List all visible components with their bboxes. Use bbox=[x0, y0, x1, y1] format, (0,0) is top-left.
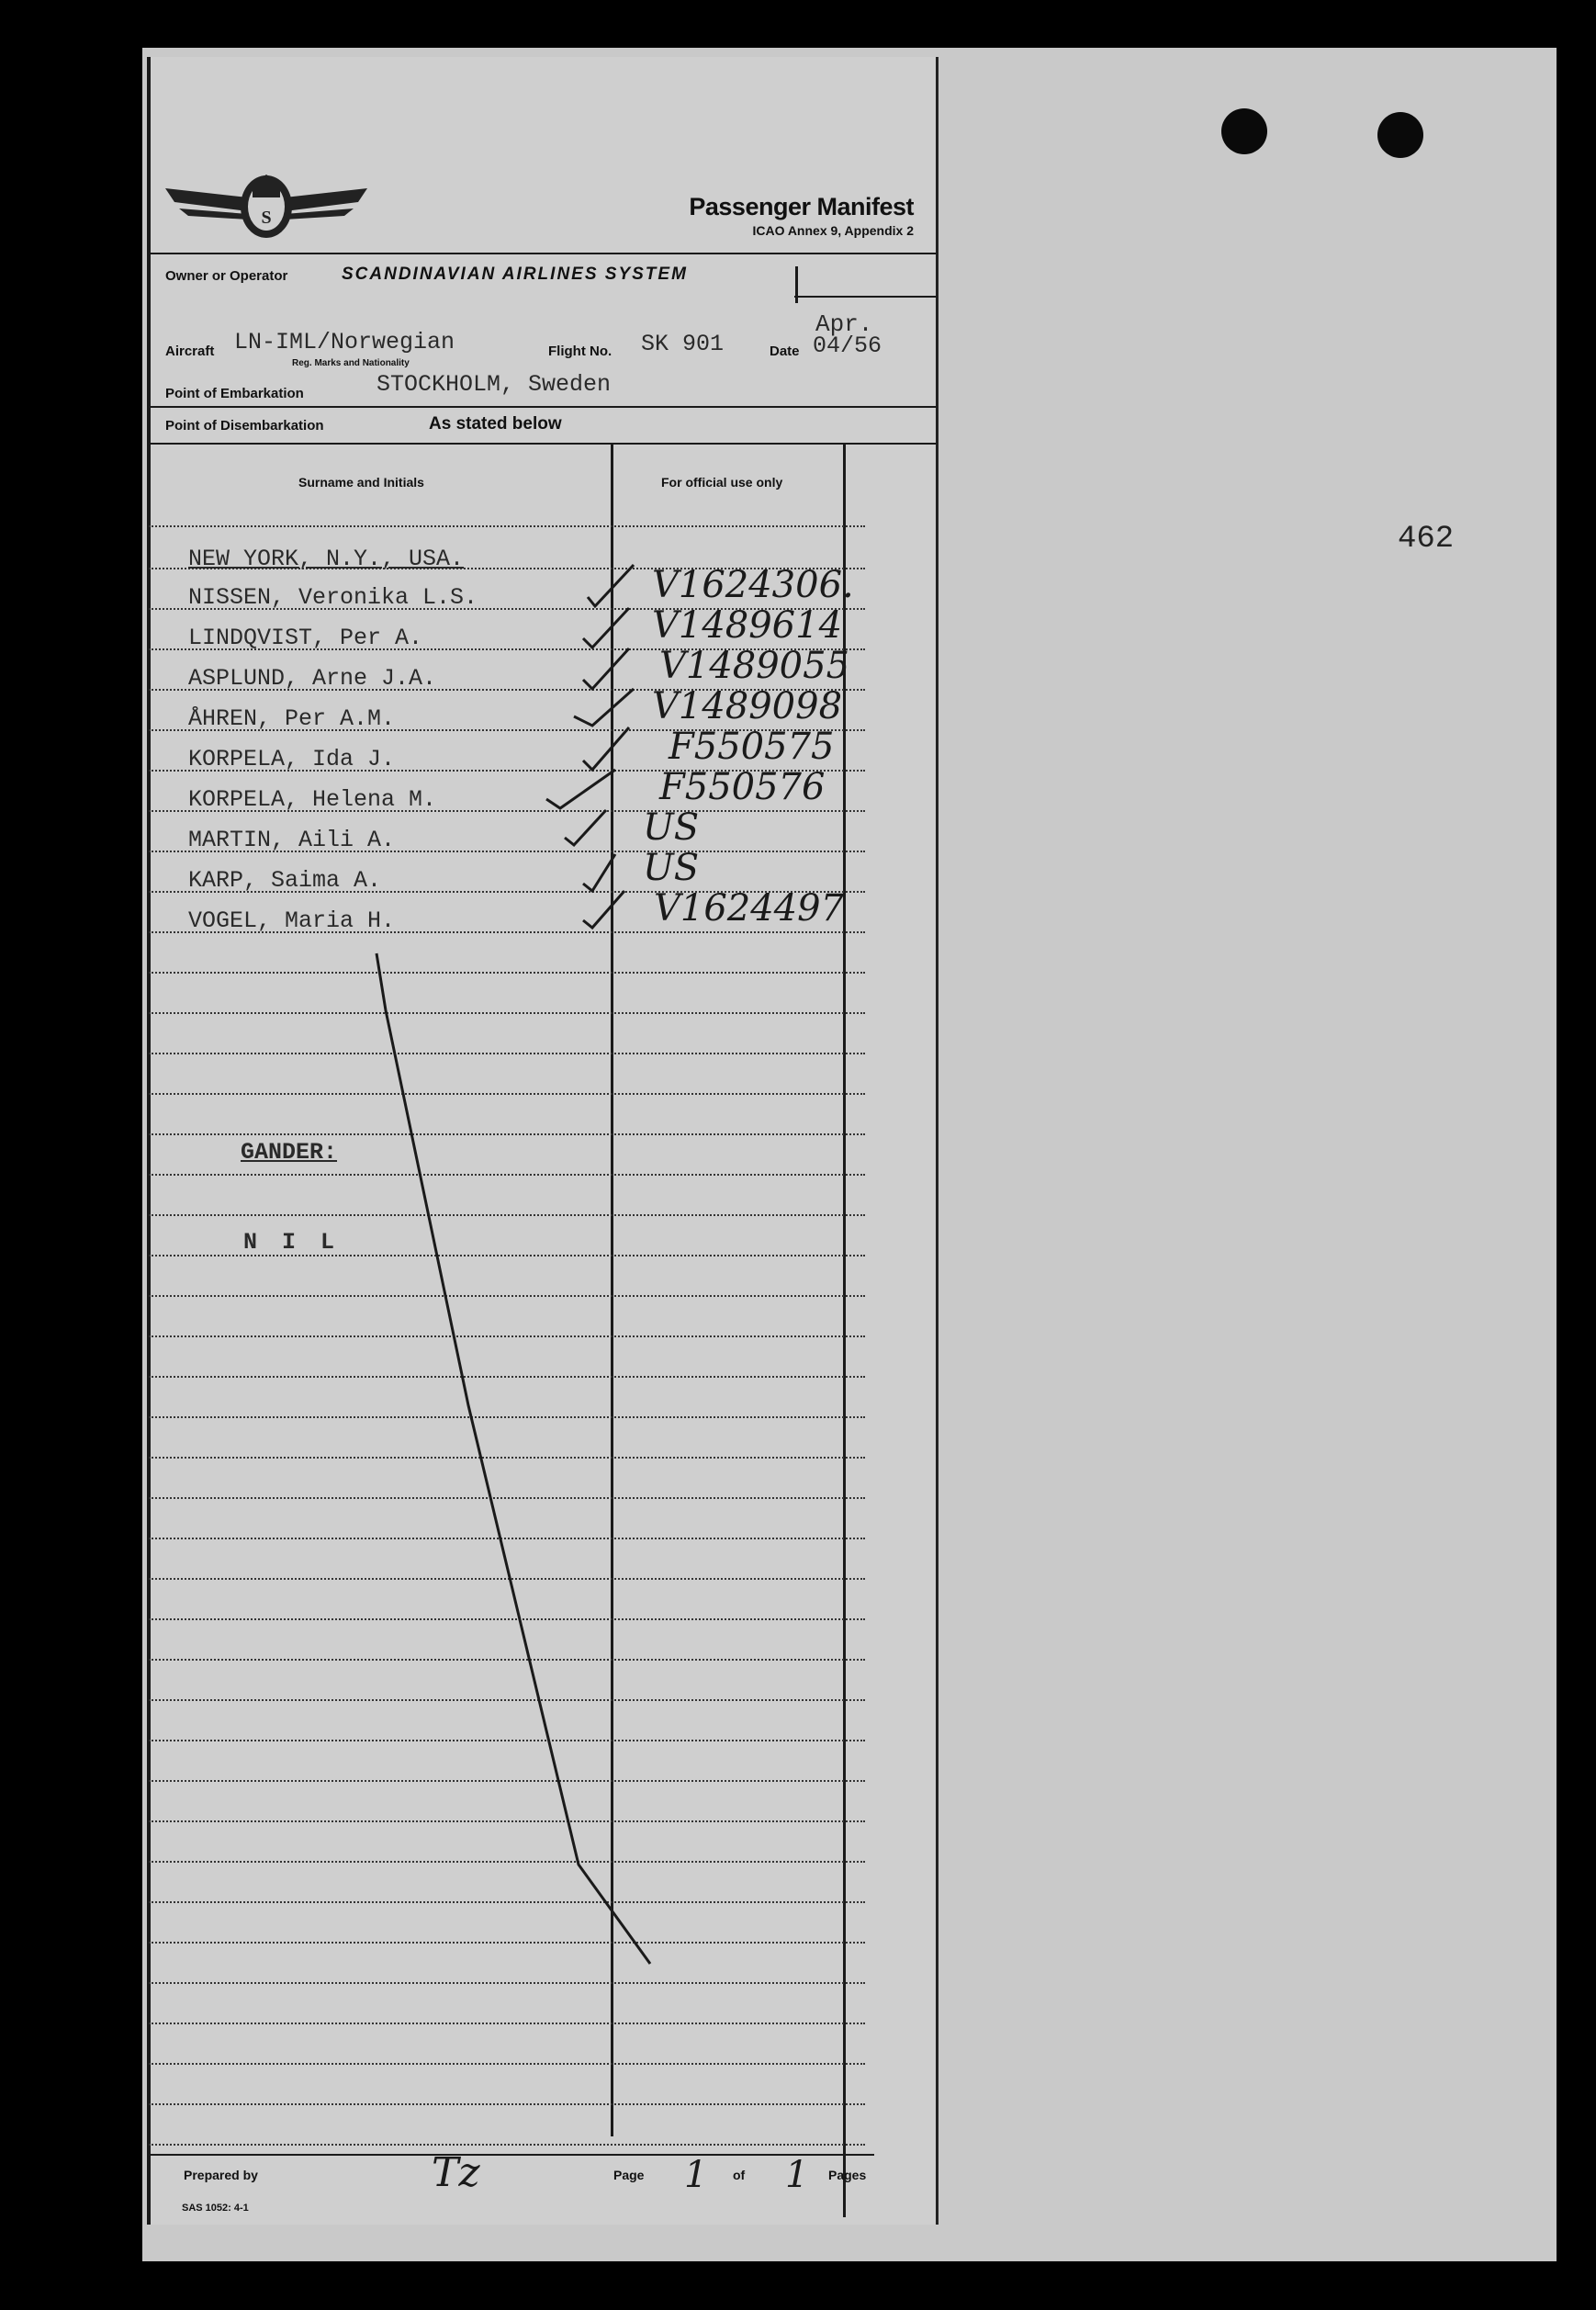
page-current: 1 bbox=[684, 2154, 708, 2196]
disembarkation-value: As stated below bbox=[429, 414, 562, 434]
punch-hole bbox=[1221, 108, 1267, 154]
aircraft-label: Aircraft bbox=[165, 344, 215, 359]
column-divider bbox=[843, 445, 846, 2217]
check-marks bbox=[542, 551, 652, 937]
pages-label: Pages bbox=[828, 2168, 867, 2182]
passenger-name: KARP, Saima A. bbox=[188, 867, 382, 894]
flight-label: Flight No. bbox=[548, 344, 613, 359]
manifest-title: Passenger Manifest bbox=[689, 193, 914, 220]
manifest-title-block bbox=[551, 193, 914, 238]
form-code: SAS 1052: 4-1 bbox=[182, 2203, 249, 2214]
date-value: 04/56 bbox=[813, 332, 882, 359]
page-number: 462 bbox=[1398, 522, 1455, 557]
aircraft-value: LN-IML/Norwegian bbox=[234, 329, 455, 355]
official-entry: F550575 bbox=[669, 726, 835, 768]
divider bbox=[149, 253, 937, 254]
passenger-name: ASPLUND, Arne J.A. bbox=[188, 665, 437, 692]
prepared-by-label: Prepared by bbox=[184, 2168, 258, 2182]
strike-through-line bbox=[358, 946, 661, 1975]
manifest-subtitle: ICAO Annex 9, Appendix 2 bbox=[752, 223, 914, 238]
passenger-name: KORPELA, Helena M. bbox=[188, 786, 437, 813]
gander-label: GANDER: bbox=[241, 1139, 338, 1166]
preparer-signature: Tz bbox=[432, 2149, 480, 2196]
divider bbox=[149, 443, 937, 445]
embarkation-value: STOCKHOLM, Sweden bbox=[377, 371, 612, 398]
punch-hole bbox=[1377, 112, 1423, 158]
disembarkation-label: Point of Disembarkation bbox=[165, 418, 324, 434]
divider bbox=[149, 2154, 874, 2156]
date-label: Date bbox=[770, 344, 800, 359]
passenger-name: LINDQVIST, Per A. bbox=[188, 625, 423, 651]
surname-column-header: Surname and Initials bbox=[298, 475, 424, 490]
divider bbox=[149, 406, 937, 408]
official-entry: V1489614 bbox=[652, 604, 843, 647]
official-entry: V1624497 bbox=[654, 887, 845, 930]
of-label: of bbox=[733, 2168, 746, 2182]
official-column-header: For official use only bbox=[661, 475, 783, 490]
handwritten-mark bbox=[795, 266, 798, 303]
date-month: Apr. bbox=[815, 310, 873, 338]
sas-logo-icon bbox=[161, 161, 372, 253]
passenger-name: VOGEL, Maria H. bbox=[188, 907, 396, 934]
passenger-name: ÅHREN, Per A.M. bbox=[188, 705, 396, 732]
svg-text:S: S bbox=[261, 208, 272, 228]
official-entry: US bbox=[643, 806, 700, 849]
owner-value: SCANDINAVIAN AIRLINES SYSTEM bbox=[342, 265, 688, 284]
gander-value: N I L bbox=[243, 1229, 335, 1256]
passenger-name: MARTIN, Aili A. bbox=[188, 827, 396, 853]
official-entry: V1624306. bbox=[652, 564, 854, 606]
official-entry: US bbox=[643, 847, 700, 889]
page-label: Page bbox=[613, 2168, 645, 2182]
official-entry: V1489055 bbox=[659, 645, 850, 687]
passenger-name: NISSEN, Veronika L.S. bbox=[188, 584, 478, 611]
page-total: 1 bbox=[785, 2154, 809, 2196]
official-entry: F550576 bbox=[659, 766, 826, 808]
owner-label: Owner or Operator bbox=[165, 268, 288, 284]
flight-value: SK 901 bbox=[641, 331, 725, 357]
embarkation-label: Point of Embarkation bbox=[165, 386, 304, 401]
official-entry: V1489098 bbox=[652, 685, 843, 727]
reg-marks-label: Reg. Marks and Nationality bbox=[292, 358, 410, 368]
passenger-name: KORPELA, Ida J. bbox=[188, 746, 396, 772]
divider bbox=[794, 296, 937, 298]
destination-heading: NEW YORK, N.Y., USA. bbox=[188, 546, 465, 572]
